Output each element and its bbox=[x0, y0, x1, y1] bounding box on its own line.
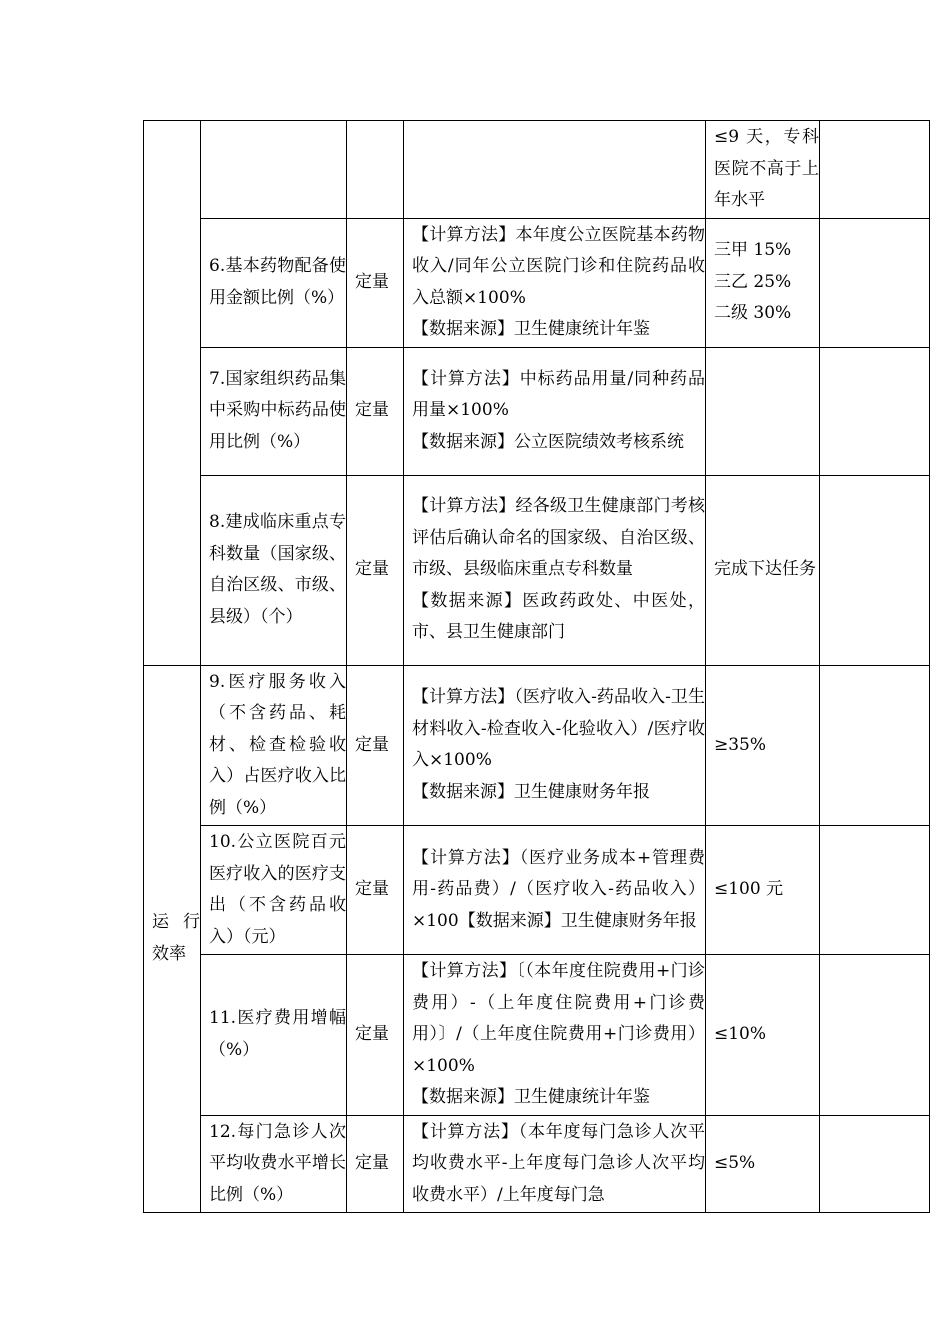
calc-method-text: 【计算方法】（医疗收入-药品收入-卫生材料收入-检查收入-化验收入）/医疗收入×100% bbox=[412, 687, 705, 771]
indicator-cell: 9.医疗服务收入（不含药品、耗材、检查检验收入）占医疗收入比例（%） bbox=[201, 665, 347, 826]
notes-cell bbox=[820, 475, 930, 665]
type-cell: 定量 bbox=[347, 1115, 404, 1213]
target-cell: ≤5% bbox=[706, 1115, 820, 1213]
indicator-cell: 8.建成临床重点专科数量（国家级、自治区级、市级、县级）（个） bbox=[201, 475, 347, 665]
indicator-cell: 11.医疗费用增幅（%） bbox=[201, 955, 347, 1116]
target-cell: 三甲 15% 三乙 25% 二级 30% bbox=[706, 218, 820, 347]
target-cell: 完成下达任务 bbox=[706, 475, 820, 665]
method-cell bbox=[404, 955, 706, 1116]
type-cell: 定量 bbox=[347, 665, 404, 826]
notes-cell bbox=[820, 665, 930, 826]
calc-method-text: 【计算方法】中标药品用量/同种药品用量×100% bbox=[412, 368, 705, 421]
method-cell bbox=[404, 826, 706, 955]
notes-cell bbox=[820, 347, 930, 475]
type-cell: 定量 bbox=[347, 347, 404, 475]
type-cell: 定量 bbox=[347, 218, 404, 347]
method-cell bbox=[404, 121, 706, 219]
category-cell: 运行效率 bbox=[144, 665, 201, 1213]
table-row bbox=[144, 218, 930, 347]
table-row bbox=[144, 955, 930, 1116]
calc-method-text: 【计算方法】经各级卫生健康部门考核评估后确认命名的国家级、自治区级、市级、县级临床重点专科数量 bbox=[412, 496, 705, 580]
notes-cell bbox=[820, 218, 930, 347]
notes-cell bbox=[820, 826, 930, 955]
category-cell bbox=[144, 121, 201, 666]
table-row bbox=[144, 665, 930, 826]
indicator-cell bbox=[201, 121, 347, 219]
type-cell: 定量 bbox=[347, 826, 404, 955]
target-cell bbox=[706, 347, 820, 475]
method-cell bbox=[404, 1115, 706, 1213]
notes-cell bbox=[820, 955, 930, 1116]
notes-cell bbox=[820, 1115, 930, 1213]
method-cell bbox=[404, 347, 706, 475]
table-row bbox=[144, 347, 930, 475]
data-source-text: 【数据来源】卫生健康财务年报 bbox=[412, 781, 650, 802]
data-source-text: 【数据来源】公立医院绩效考核系统 bbox=[412, 431, 684, 452]
table-row bbox=[144, 1115, 930, 1213]
target-cell: ≤10% bbox=[706, 955, 820, 1116]
target-cell: ≤9 天，专科医院不高于上年水平 bbox=[706, 121, 820, 219]
indicator-cell: 12.每门急诊人次平均收费水平增长比例（%） bbox=[201, 1115, 347, 1213]
calc-method-text: 【计算方法】〔（本年度住院费用+门诊费用）-（上年度住院费用+门诊费用）〕/（上年度住院费用+门诊费用）×100% bbox=[412, 961, 705, 1076]
indicator-cell: 7.国家组织药品集中采购中标药品使用比例（%） bbox=[201, 347, 347, 475]
target-cell: ≥35% bbox=[706, 665, 820, 826]
table-row bbox=[144, 475, 930, 665]
indicator-table bbox=[143, 120, 930, 1213]
calc-method-text: 【计算方法】（本年度每门急诊人次平均收费水平-上年度每门急诊人次平均收费水平）/上年度每门急 bbox=[412, 1121, 705, 1205]
indicator-cell: 10.公立医院百元医疗收入的医疗支出（不含药品收入）（元） bbox=[201, 826, 347, 955]
table-row bbox=[144, 121, 930, 219]
method-cell bbox=[404, 475, 706, 665]
target-cell: ≤100 元 bbox=[706, 826, 820, 955]
data-source-text: 【数据来源】医政药政处、中医处，市、县卫生健康部门 bbox=[412, 590, 705, 643]
table-row bbox=[144, 826, 930, 955]
type-cell: 定量 bbox=[347, 475, 404, 665]
calc-method-text: 【计算方法】本年度公立医院基本药物收入/同年公立医院门诊和住院药品收入总额×100% bbox=[412, 224, 705, 308]
method-cell bbox=[404, 665, 706, 826]
indicator-cell: 6.基本药物配备使用金额比例（%） bbox=[201, 218, 347, 347]
data-source-text: 【数据来源】卫生健康统计年鉴 bbox=[412, 319, 650, 339]
type-cell: 定量 bbox=[347, 955, 404, 1116]
notes-cell bbox=[820, 121, 930, 219]
type-cell bbox=[347, 121, 404, 219]
method-cell bbox=[404, 218, 706, 347]
data-source-text: 【数据来源】卫生健康统计年鉴 bbox=[412, 1087, 650, 1107]
calc-method-text: 【计算方法】（医疗业务成本+管理费用-药品费）/（医疗收入-药品收入）×100【数据来源】卫生健康财务年报 bbox=[412, 847, 705, 931]
